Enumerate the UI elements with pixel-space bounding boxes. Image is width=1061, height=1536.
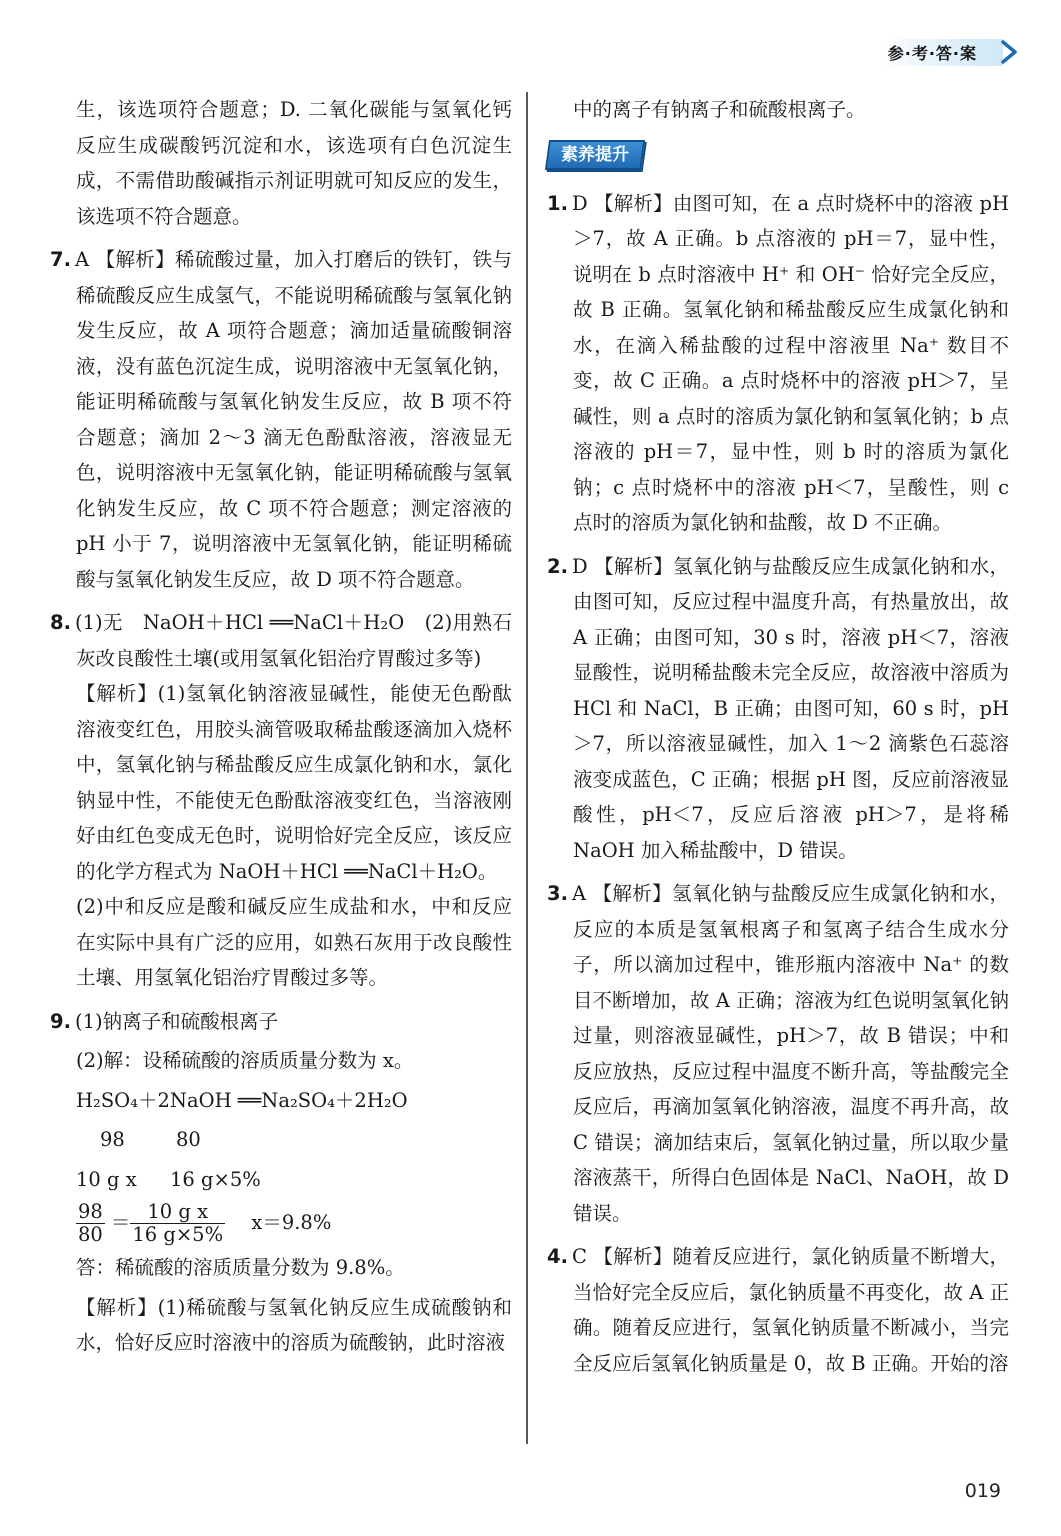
section-heading: 素养提升 xyxy=(561,144,629,165)
question-text: A 【解析】氢氧化钠与盐酸反应生成氯化钠和水，反应的本质是氢氧根离子和氢离子结合生成水分子，所以滴加过程中，锥形瓶内溶液中 Na⁺ 的数目不断增加，故 A 正确；溶液为红色说明氢氧化钠过量，则溶液显碱性，pH＞7，故 B 错误；中和反应放热，反应过程中温度不断升高，等盐酸完全反应后，再滴加氢氧化钠溶液，温度不再升高，故 C 错误；滴加结束后，氢氧化钠过量，所以取少量溶液蒸干，所得白色固体是 NaCl、NaOH，故 D 错误。 xyxy=(571,882,1009,1225)
question-number: 8. xyxy=(50,611,71,634)
column-divider xyxy=(526,92,528,1444)
proportion-row: $\frac{98}{80}$ ＝ $\frac{\text{10 g x}}{16 g\times 5\%}$ x＝9.8% xyxy=(78,1200,332,1246)
question-8 xyxy=(50,605,512,676)
molar-mass-row xyxy=(50,1122,512,1158)
answer-text: 答：稀硫酸的溶质质量分数为 9.8%。 xyxy=(76,1256,405,1279)
question-number: 9. xyxy=(50,1009,71,1033)
continued-text: 生，该选项符合题意；D. 二氧化碳能与氢氧化钙反应生成碳酸钙沉淀和水，该选项有白色沉淀生成，不需借助酸碱指示剂证明就可知反应的发生，该选项不符合题意。 xyxy=(76,98,512,228)
result: x＝9.8% xyxy=(251,1211,332,1234)
fraction-mass xyxy=(130,1201,225,1246)
question-text: A 【解析】稀硫酸过量，加入打磨后的铁钉，铁与稀硫酸反应生成氢气，不能说明稀硫酸与氢氧化钠发生反应，故 A 项符合题意；滴加适量硫酸铜溶液，没有蓝色沉淀生成，说明溶液中无氢氧化钠，能证明稀硫酸与氢氧化钠发生反应，故 B 项不符合题意；滴加 2～3 滴无色酚酞溶液，溶液显无色，说明溶液中无氢氧化钠，能证明稀硫酸与氢氧化钠发生反应，故 C 项不符合题意；测定溶液的 pH 小于 7，说明溶液中无氢氧化钠，能证明稀硫酸与氢氧化钠发生反应，故 D 项不符合题意。 xyxy=(74,248,512,591)
analysis-text: 【解析】(1)稀硫酸与氢氧化钠反应生成硫酸钠和水，恰好反应时溶液中的溶质为硫酸钠，此时溶液 xyxy=(76,1295,512,1354)
continued-text: 中的离子有钠离子和硫酸根离子。 xyxy=(573,98,866,121)
page-header xyxy=(878,34,1021,70)
question-3 xyxy=(547,876,1009,1231)
question-1 xyxy=(547,186,1009,541)
question-9 xyxy=(50,1004,512,1040)
mass-acid: 10 g x xyxy=(76,1167,137,1191)
left-column xyxy=(50,92,512,1361)
question-number: 4. xyxy=(547,1245,568,1268)
chemical-equation: H₂SO₄＋2NaOH ══Na₂SO₄＋2H₂O xyxy=(76,1088,408,1112)
question-number: 3. xyxy=(547,882,568,905)
molar-mass-base: 80 xyxy=(176,1128,201,1151)
question-number: 1. xyxy=(547,191,568,215)
fraction-denominator: 80 xyxy=(78,1223,103,1246)
solution-setup: (2)解：设稀硫酸的溶质质量分数为 x。 xyxy=(76,1049,414,1072)
right-column xyxy=(547,92,1009,1381)
question-text: (1)钠离子和硫酸根离子 xyxy=(74,1009,279,1033)
section-heading-badge xyxy=(545,140,645,170)
question-text: (1)无 NaOH＋HCl ══NaCl＋H₂O (2)用熟石灰改良酸性土壤(或用氢氧化铝治疗胃酸过多等) xyxy=(74,611,512,670)
chevron-right-icon xyxy=(997,39,1021,65)
fraction-numerator: 10 g x xyxy=(130,1201,225,1224)
analysis-text: (2)中和反应是酸和碱反应生成盐和水，中和反应在实际中具有广泛的应用，如熟石灰用于改良酸性土壤、用氢氧化铝治疗胃酸过多等。 xyxy=(76,895,512,989)
question-number: 7. xyxy=(50,248,71,271)
page-number: 019 xyxy=(964,1480,1001,1502)
mass-row xyxy=(50,1162,512,1198)
question-text: C 【解析】随着反应进行，氯化钠质量不断增大，当恰好完全反应后，氯化钠质量不再变化，故 A 正确。随着反应进行，氢氧化钠质量不断减小，当完全反应后氢氧化钠质量是 0，故 B 正确。开始的溶 xyxy=(571,1245,1009,1375)
analysis-text: 【解析】(1)氢氧化钠溶液显碱性，能使无色酚酞溶液变红色，用胶头滴管吸取稀盐酸逐滴加入烧杯中，氢氧化钠与稀盐酸反应生成氯化钠和水，氯化钠显中性，不能使无色酚酞溶液变红色，当溶液刚好由红色变成无色时，说明恰好完全反应，该反应的化学方程式为 NaOH＋HCl ══NaCl＋H₂O。 xyxy=(76,682,512,883)
question-number: 2. xyxy=(547,554,568,578)
mass-base: 16 g×5% xyxy=(170,1167,261,1191)
question-2 xyxy=(547,549,1009,869)
question-7 xyxy=(50,242,512,597)
fraction-numerator: 98 xyxy=(78,1200,103,1223)
header-title: 参·考·答·案 xyxy=(878,39,1003,66)
fraction-molar xyxy=(76,1201,105,1246)
question-text: D 【解析】氢氧化钠与盐酸反应生成氯化钠和水，由图可知，反应过程中温度升高，有热量放出，故 A 正确；由图可知，30 s 时，溶液 pH＜7，溶液显酸性，说明稀盐酸未完全反应，故溶液中溶质为 HCl 和 NaCl，B 正确；由图可知，60 s 时，pH＞7，所以溶液显碱性，加入 1～2 滴紫色石蕊溶液变成蓝色，C 正确；根据 pH 图，反应前溶液显酸性，pH＜7，反应后溶液 pH＞7，是将稀 NaOH 加入稀盐酸中，D 错误。 xyxy=(571,554,1009,862)
molar-mass-acid: 98 xyxy=(100,1128,125,1151)
fraction-denominator: 16 g×5% xyxy=(132,1223,224,1246)
question-text: D 【解析】由图可知，在 a 点时烧杯中的溶液 pH＞7，故 A 正确。b 点溶液的 pH＝7，显中性，说明在 b 点时溶液中 H⁺ 和 OH⁻ 恰好完全反应，故 B 正确。氢氧化钠和稀盐酸反应生成氯化钠和水，在滴入稀盐酸的过程中溶液里 Na⁺ 数目不变，故 C 正确。a 点时烧杯中的溶液 pH＞7，呈碱性，则 a 点时的溶质为氯化钠和氢氧化钠；b 点溶液的 pH＝7，显中性，则 b 时的溶质为氯化钠；c 点时烧杯中的溶液 pH＜7，呈酸性，则 c 点时的溶质为氯化钠和盐酸，故 D 不正确。 xyxy=(571,191,1009,534)
question-4 xyxy=(547,1239,1009,1381)
